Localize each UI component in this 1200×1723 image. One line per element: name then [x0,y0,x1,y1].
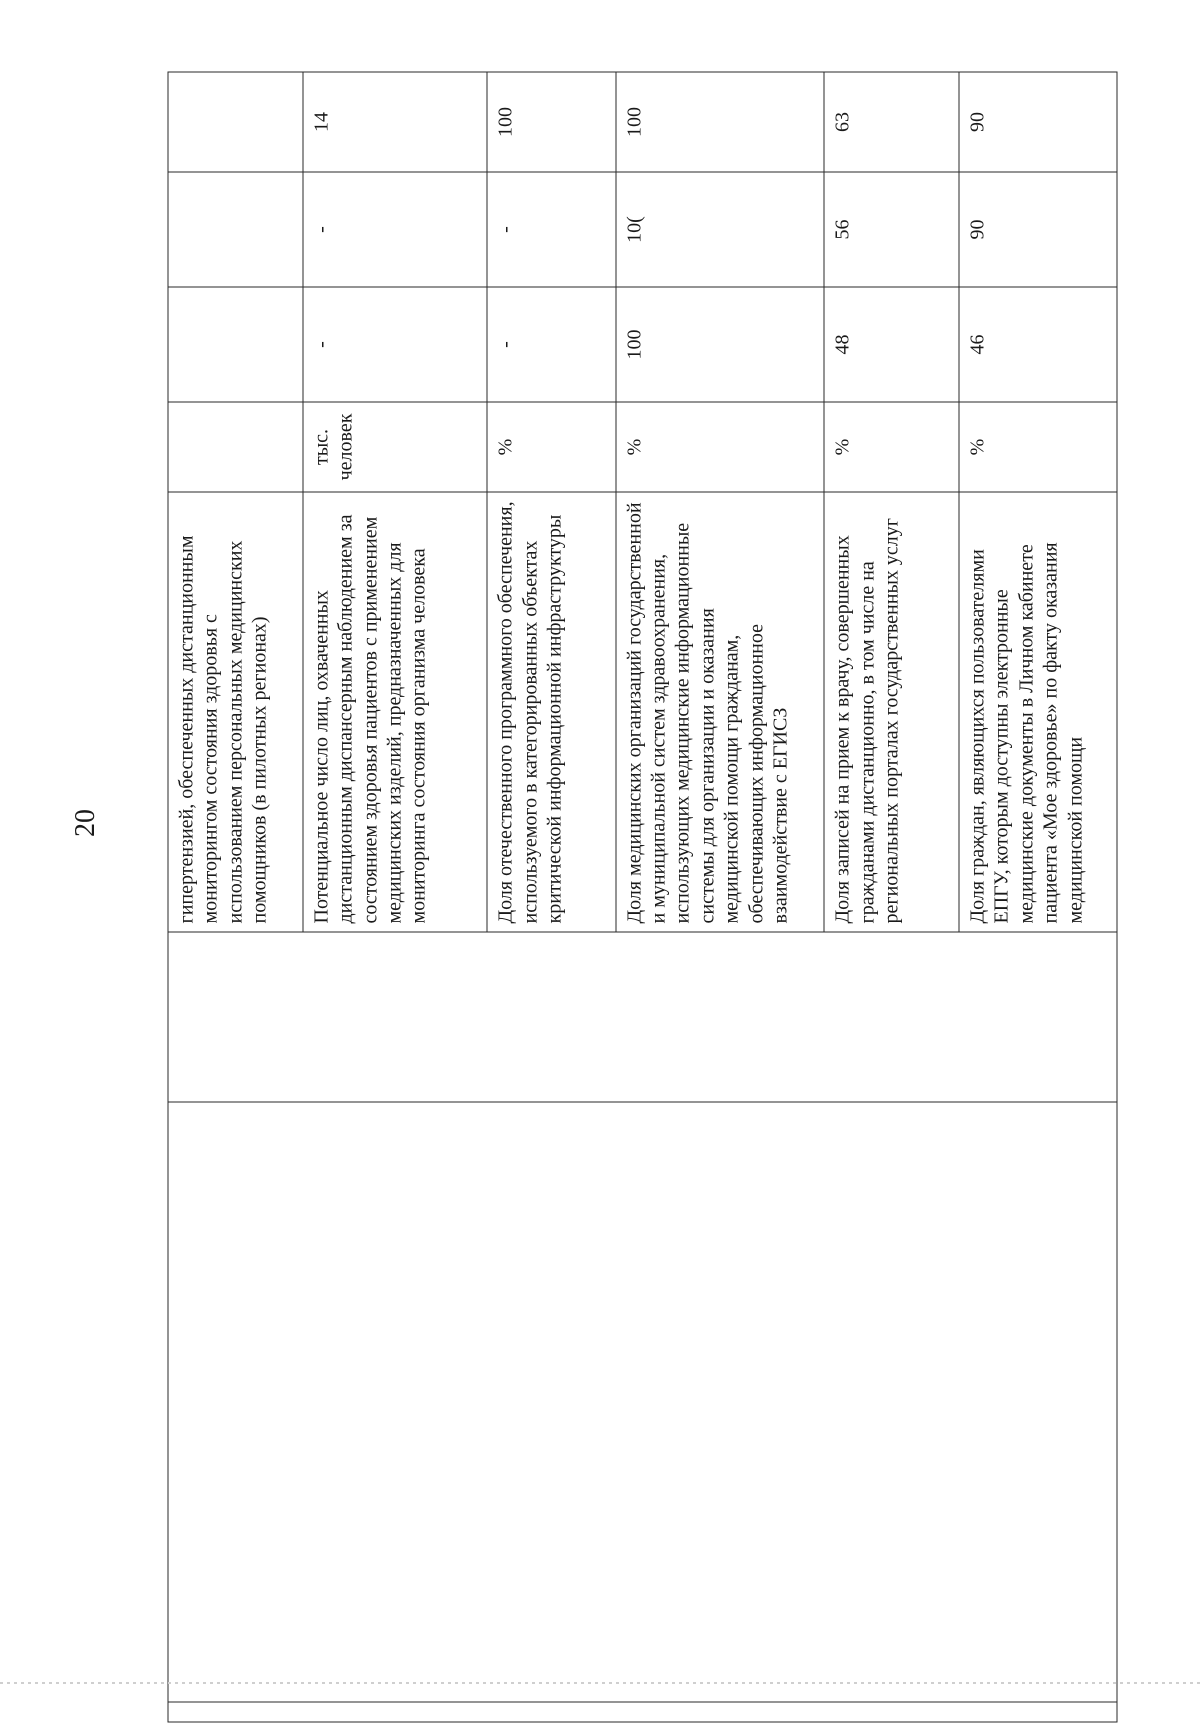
indicator-value-1: - [303,287,487,402]
indicator-value-2: - [487,172,615,287]
indicators-table [168,72,1118,1723]
indicator-value-3: 63 [824,72,959,172]
indicator-description: Потенциальное число лиц, охваченных дистанционным диспансерным наблюдением за состоянием здоровья пациентов с применением медицинских изделий, предназначенных для мониторинга состояния организма человека [303,492,487,932]
indicator-value-3: 14 [303,72,487,172]
indicator-description: Доля записей на прием к врачу, совершенных гражданами дистанционно, в том числе на региональных порталах государственных услуг [824,492,959,932]
indicator-description: Доля граждан, являющихся пользователями ЕПГУ, которым доступны электронные медицинские документы в Личном кабинете пациента «Мое здоровье» по факту оказания медицинской помощи [959,492,1117,932]
indicator-value-3: 90 [959,72,1117,172]
indicator-description: гипертензией, обеспеченных дистанционным мониторингом состояния здоровья с использованием персональных медицинских помощников (в пилотных регионах) [168,492,303,932]
table-row [168,72,303,1722]
indicator-description: Доля отечественного программного обеспечения, используемого в категорированных объектах критической информационной инфраструктуры [487,492,615,932]
empty-cell [168,932,1117,1102]
table-container [167,72,1117,1722]
indicator-value-1: 100 [616,287,825,402]
empty-cell [168,1702,1117,1722]
indicator-value-2: 10( [616,172,825,287]
indicator-unit [168,402,303,492]
indicator-unit: тыс. человек [303,402,487,492]
indicator-unit: % [824,402,959,492]
empty-cell [168,1102,1117,1702]
indicator-unit: % [616,402,825,492]
indicator-unit: % [959,402,1117,492]
indicator-value-1 [168,287,303,402]
indicator-value-1: - [487,287,615,402]
indicator-value-2 [168,172,303,287]
indicator-value-2: 90 [959,172,1117,287]
indicator-value-1: 46 [959,287,1117,402]
indicator-value-3: 100 [487,72,615,172]
scan-edge-divider [0,1682,1200,1684]
indicator-description: Доля медицинских организаций государственной и муниципальной систем здравоохранения, использующих медицинские информационные системы для организации и оказания медицинской помощи гражданам, обеспечивающих информационное взаимодействие с ЕГИСЗ [616,492,825,932]
indicator-unit: % [487,402,615,492]
indicator-value-3 [168,72,303,172]
indicator-value-2: 56 [824,172,959,287]
indicator-value-2: - [303,172,487,287]
indicator-value-1: 48 [824,287,959,402]
indicator-value-3: 100 [616,72,825,172]
page-number: 20 [70,809,101,837]
